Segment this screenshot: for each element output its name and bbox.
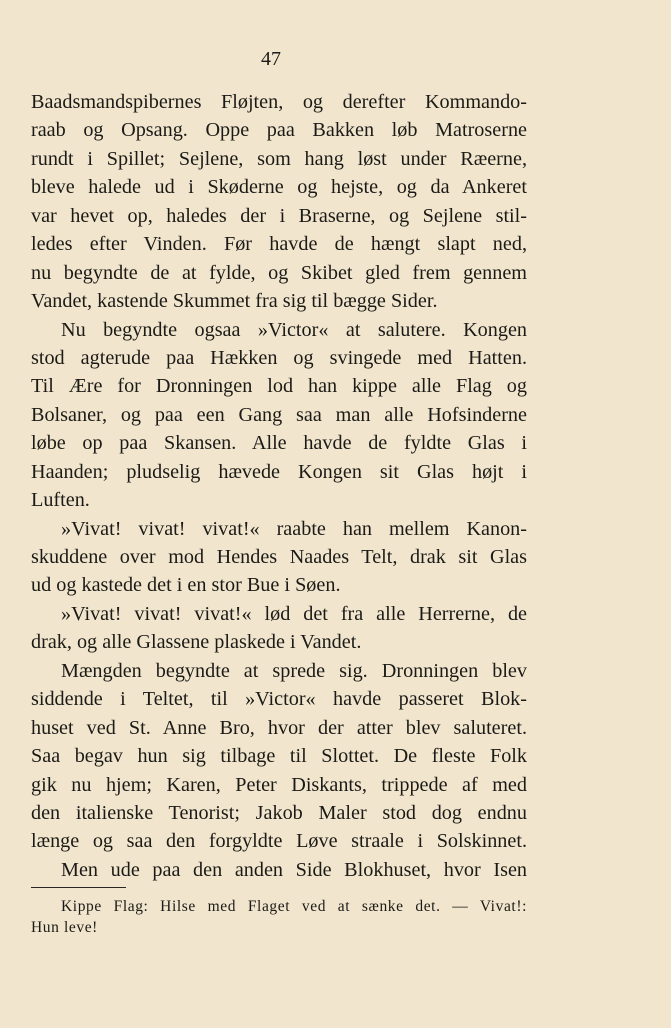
text-line: rundt i Spillet; Sejlene, som hang løst under Ræerne, (31, 147, 527, 170)
text-line: raab og Opsang. Oppe paa Bakken løb Matroserne (31, 119, 527, 142)
text-line: Mængden begyndte at sprede sig. Dronningen blev (61, 659, 527, 682)
text-line: længe og saa den forgyldte Løve straale i Solskinnet. (31, 830, 527, 853)
text-line: Til Ære for Dronningen lod han kippe alle Flag og (31, 375, 527, 398)
text-line: skuddene over mod Hendes Naades Telt, drak sit Glas (31, 546, 527, 568)
text-line: Bolsaner, og paa een Gang saa man alle Hofsinderne (31, 403, 527, 426)
text-line: »Vivat! vivat! vivat!« lød det fra alle Herrerne, de (61, 602, 527, 625)
text-line: Haanden; pludselig hævede Kongen sit Glas højt i (31, 460, 527, 483)
text-line: Luften. (31, 489, 90, 512)
text-line: siddende i Teltet, til »Victor« havde passeret Blok- (31, 688, 527, 711)
page-number: 47 (261, 48, 281, 70)
text-line: var hevet op, haledes der i Braserne, og Sejlene stil- (31, 204, 527, 227)
text-line: den italienske Tenorist; Jakob Maler stod dog endnu (31, 801, 527, 824)
footnote (31, 896, 527, 938)
text-line: drak, og alle Glassene plaskede i Vandet. (31, 631, 362, 654)
text-line: ledes efter Vinden. Før havde de hængt slapt ned, (31, 233, 527, 256)
text-line: løbe op paa Skansen. Alle havde de fyldte Glas i (31, 432, 527, 455)
footnote-separator (31, 887, 126, 888)
text-line: ud og kastede det i en stor Bue i Søen. (31, 574, 341, 597)
text-line: Saa begav hun sig tilbage til Slottet. De fleste Folk (31, 745, 527, 768)
text-line: nu begyndte de at fylde, og Skibet gled frem gennem (31, 261, 527, 284)
text-line: gik nu hjem; Karen, Peter Diskants, trippede af med (31, 773, 527, 796)
body-text (31, 88, 527, 884)
text-line: Nu begyndte ogsaa »Victor« at salutere. Kongen (61, 318, 527, 341)
text-line: Vandet, kastende Skummet fra sig til bægge Sider. (31, 290, 438, 313)
text-line: huset ved St. Anne Bro, hvor der atter blev saluteret. (31, 716, 527, 739)
text-line: bleve halede ud i Skøderne og hejste, og da Ankeret (31, 176, 527, 199)
text-line: »Vivat! vivat! vivat!« raabte han mellem Kanon- (61, 517, 527, 540)
text-line: Men ude paa den anden Side Blokhuset, hvor Isen (61, 858, 527, 881)
footnote-line: Hun leve! (31, 919, 98, 936)
text-line: Baadsmandspibernes Fløjten, og derefter Kommando- (31, 91, 527, 113)
text-line: stod agterude paa Hækken og svingede med Hatten. (31, 346, 527, 369)
footnote-line: Kippe Flag: Hilse med Flaget ved at sænke det. — Vivat!: (61, 898, 527, 915)
